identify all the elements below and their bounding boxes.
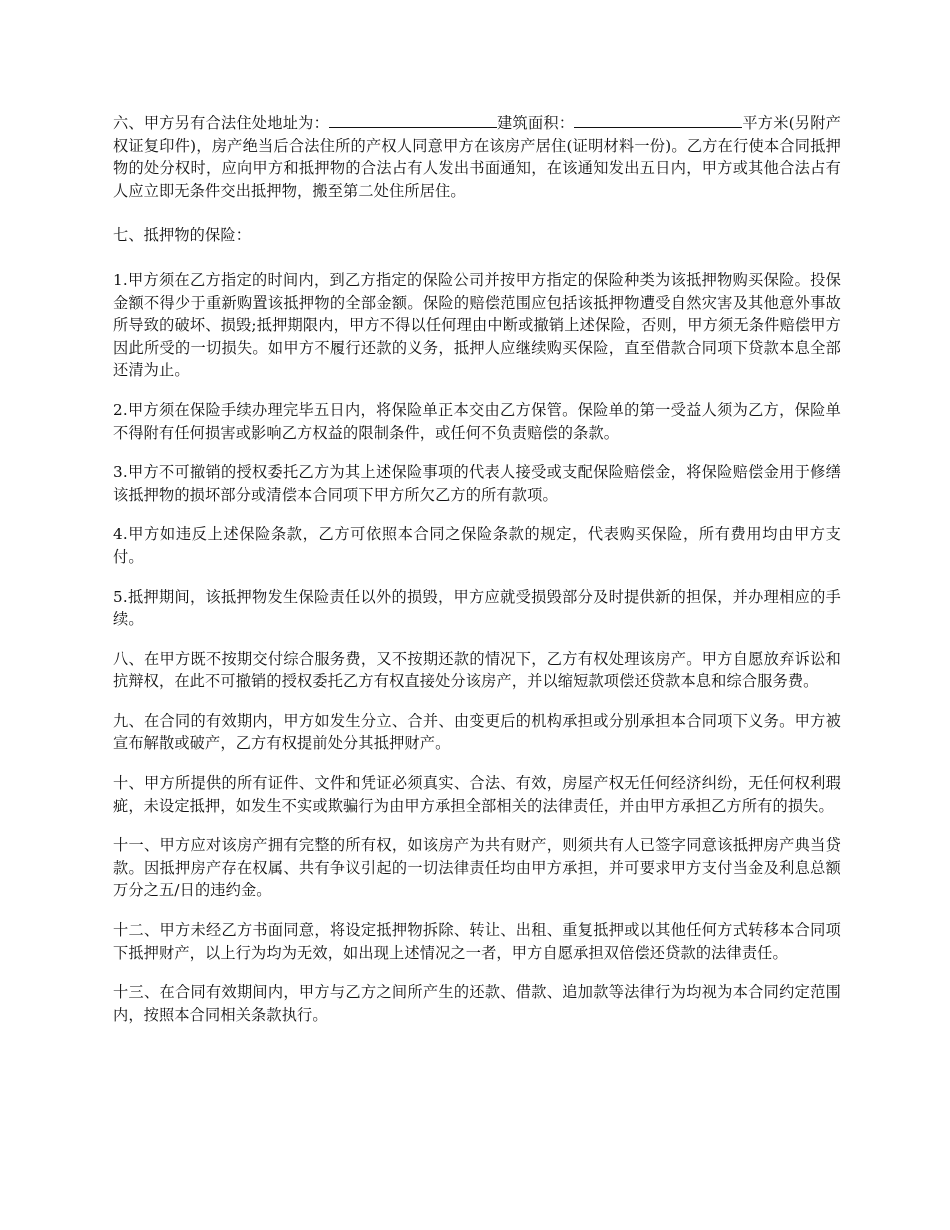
clause-10: 十、甲方所提供的所有证件、文件和凭证必须真实、合法、有效，房屋产权无任何经济纠纷，无任何权利瑕疵，未设定抵押，如发生不实或欺骗行为由甲方承担全部相关的法律责任，并由甲方承担乙方所有的损失。 (113, 774, 841, 815)
clause-7-item-2: 2.甲方须在保险手续办理完毕五日内，将保险单正本交由乙方保管。保险单的第一受益人须为乙方，保险单不得附有任何损害或影响乙方权益的限制条件，或任何不负责赔偿的条款。 (113, 400, 841, 442)
clause-7-item-3: 3.甲方不可撤销的授权委托乙方为其上述保险事项的代表人接受或支配保险赔偿金，将保险赔偿金用于修缮该抵押物的损坏部分或清偿本合同项下甲方所欠乙方的所有款项。 (113, 463, 841, 504)
clause-7-item-4: 4.甲方如违反上述保险条款，乙方可依照本合同之保险条款的规定，代表购买保险，所有费用均由甲方支付。 (113, 525, 841, 566)
clause-6-text-3: 平方米(另附产权证复印件)，房产绝当后合法住所的产权人同意甲方在该房产居住(证明材料一份)。乙方在行使本合同抵押物的处分权时，应向甲方和抵押物的合法占有人发出书面通知，在该通知发出五日内，甲方或其他合法占有人应立即无条件交出抵押物，搬至第二处住所居住。 (113, 114, 842, 200)
clause-7-heading: 七、抵押物的保险： (113, 226, 252, 245)
clause-9: 九、在合同的有效期内，甲方如发生分立、合并、由变更后的机构承担或分别承担本合同项下义务。甲方被宣布解散或破产，乙方有权提前处分其抵押财产。 (113, 711, 841, 753)
area-blank-field (574, 112, 742, 128)
clause-6-text-2: 建筑面积： (497, 114, 575, 132)
document-page (113, 112, 841, 1043)
clause-7-item-1: 1.甲方须在乙方指定的时间内，到乙方指定的保险公司并按甲方指定的保险种类为该抵押物购买保险。投保金额不得少于重新购置该抵押物的全部金额。保险的赔偿范围应包括该抵押物遭受自然灾害及其他意外事故所导致的破坏、损毁;抵押期限内，甲方不得以任何理由中断或撤销上述保险，否则，甲方须无条件赔偿甲方因此所受的一切损失。如甲方不履行还款的义务，抵押人应继续购买保险，直至借款合同项下贷款本息全部还清为止。 (113, 270, 841, 380)
address-blank-field (329, 112, 497, 128)
clause-6 (113, 112, 841, 202)
clause-11: 十一、甲方应对该房产拥有完整的所有权，如该房产为共有财产，则须共有人已签字同意该抵押房产典当贷款。因抵押房产存在权属、共有争议引起的一切法律责任均由甲方承担，并可要求甲方支付当金及利息总额万分之五/日的违约金。 (113, 836, 841, 900)
clause-6-text-1: 六、甲方另有合法住处地址为： (113, 114, 330, 132)
clause-12: 十二、甲方未经乙方书面同意，将设定抵押物拆除、转让、出租、重复抵押或以其他任何方式转移本合同项下抵押财产，以上行为均为无效，如出现上述情况之一者，甲方自愿承担双倍偿还贷款的法律责任。 (113, 921, 841, 962)
clause-8: 八、在甲方既不按期交付综合服务费，又不按期还款的情况下，乙方有权处理该房产。甲方自愿放弃诉讼和抗辩权，在此不可撤销的授权委托乙方有权直接处分该房产，并以缩短款项偿还贷款本息和综合服务费。 (113, 649, 841, 691)
clause-7-item-5: 5.抵押期间，该抵押物发生保险责任以外的损毁，甲方应就受损毁部分及时提供新的担保，并办理相应的手续。 (113, 587, 841, 629)
clause-13: 十三、在合同有效期间内，甲方与乙方之间所产生的还款、借款、追加款等法律行为均视为本合同约定范围内，按照本合同相关条款执行。 (113, 983, 841, 1024)
